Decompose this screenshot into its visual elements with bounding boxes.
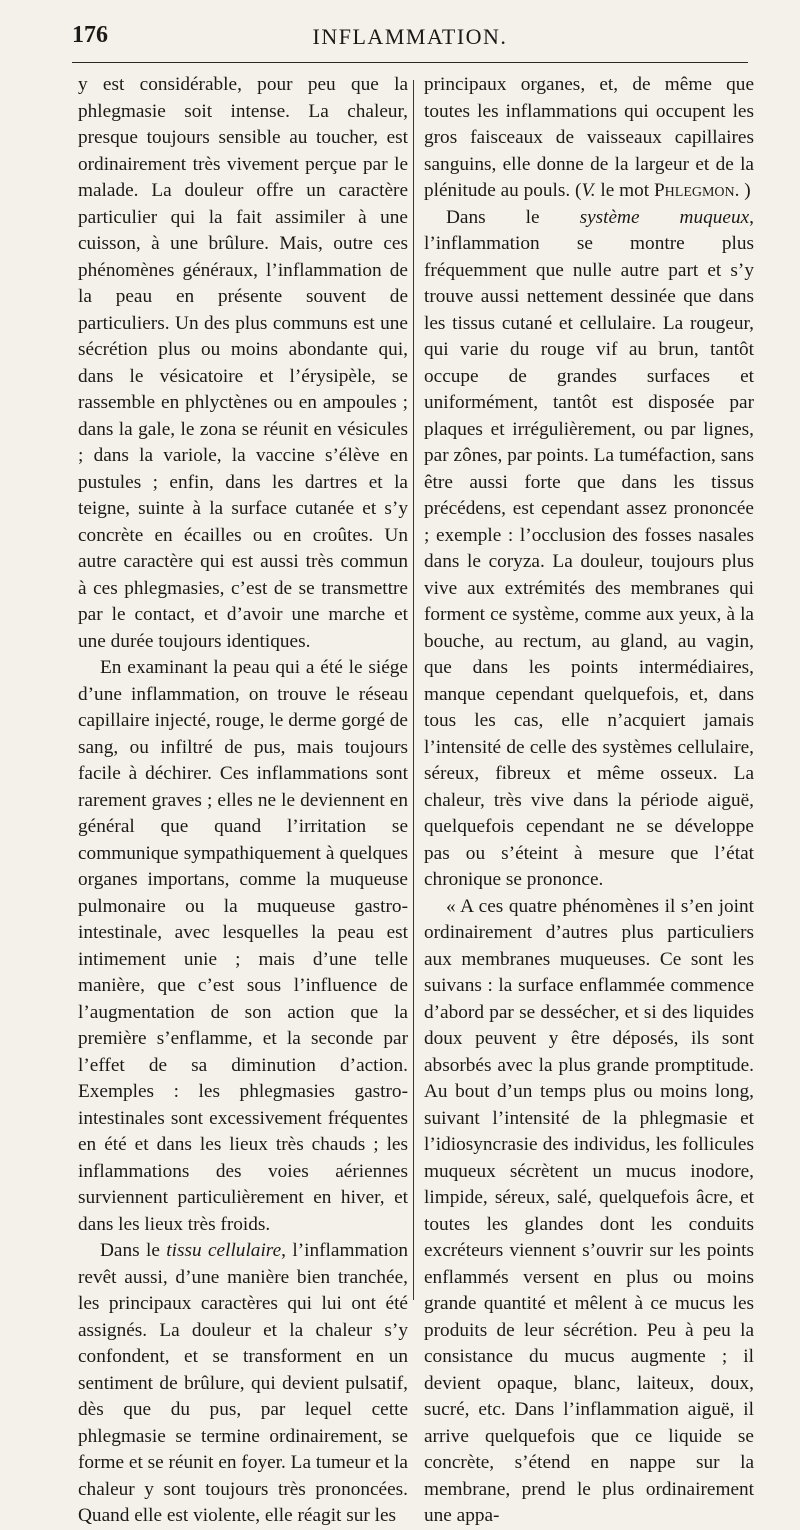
running-title: INFLAMMATION.: [312, 24, 508, 49]
text-run: ): [739, 180, 751, 201]
paragraph-skin-examination: En examinant la peau qui a été le siége d’une inflammation, on trouve le réseau capillaire injecté, rouge, le derme gorgé de sang, ou infiltré de pus, mais toujours facile à déchirer. Ces inflammations sont rarement graves ; elles ne le deviennent en général que quand l’irritation se communique sympathiquement à quelques organes importans, comme la muqueuse pulmonaire ou la muqueuse gastro-intestinale, avec lesquelles la peau est intimement unie ; mais d’une telle manière, que c’est sous l’influence de l’augmentation de son action que la première s’enflamme, et la seconde par l’effet de sa diminution d’action. Exemples : les phlegmasies gastro-intestinales sont excessivement fréquentes en été et dans les lieux très chauds ; les inflammations des voies aériennes surviennent particulièrement en hiver, et dans les lieux très froids.: [78, 657, 408, 1235]
text-run: le mot: [595, 180, 654, 201]
text-run: , l’inflammation revêt aussi, d’une manière bien tranchée, les principaux caractères qui lui ont été assignés. La douleur et la chaleur s’y confondent, et se transforment en un sentiment de brûlure, qui devient pulsatif, dès que du pus, par lequel cette phlegmasie se termine ordinairement, se forme et se réunit en foyer. La tumeur et la chaleur y sont toujours très prononcées. Quand elle est violente, elle réagit sur les: [78, 1240, 408, 1526]
running-header: [72, 22, 748, 63]
paragraph-mucous-system: [424, 205, 754, 894]
text-run: , l’inflammation se montre plus fréquemment que nulle autre part et s’y trouve aussi nettement dessinée que dans les tissus cutané et cellulaire. La rougeur, qui varie du rouge vif au brun, tantôt occupe de grandes surfaces et uniformément, tantôt est disposée par plaques et irrégulièrement, ou par lignes, par zônes, par points. La tuméfaction, sans être aussi forte que dans les tissus précédens, est cependant assez prononcée ; exemple : l’occlusion des fosses nasales dans le coryza. La douleur, toujours plus vive aux extrémités des membranes qui forment ce système, comme aux yeux, à la bouche, au rectum, au gland, au vagin, que dans les points intermédiaires, manque cependant quelquefois, et, dans tous les cas, elle n’acquiert jamais l’intensité de celle des systèmes cellulaire, séreux, fibreux et même osseux. La chaleur, très vive dans la période aiguë, quelquefois cependant ne se développe pas ou s’éteint à mesure que l’état chronique se prononce.: [424, 206, 754, 890]
column-divider: [413, 80, 414, 1300]
emphasis-tissu-cellulaire: tissu cellulaire: [166, 1240, 282, 1261]
paragraph-skin-inflammation: y est considérable, pour peu que la phlegmasie soit intense. La chaleur, presque toujours sensible au toucher, est ordinairement très vivement perçue par le malade. La douleur offre un caractère particulier qui la fait assimiler à une cuisson, à une brûlure. Mais, outre ces phénomènes généraux, l’inflammation de la peau en présente souvent de particuliers. Un des plus communs est une sécrétion plus ou moins abondante qui, dans le vésicatoire et l’érysipèle, se rassemble en phlyctènes ou en ampoules ; dans la gale, le zona se réunit en vésicules ; dans la variole, la vaccine s’élève en pustules ; enfin, dans les dartres et la teigne, suinte à la surface cutanée et s’y concrète en écailles ou en croûtes. Un autre caractère qui est aussi très commun à ces phlegmasies, c’est de se transmettre par le contact, et d’avoir une marche et une durée toujours identiques.: [78, 74, 408, 652]
text-run: Dans le: [446, 206, 580, 228]
page-number: 176: [72, 22, 108, 48]
left-column: [78, 72, 408, 1530]
text-run: principaux organes, et, de même que toutes les inflammations qui occupent les gros faisceaux de vaisseaux capillaires sanguins, elle donne de la largeur et de la plénitude au pouls. (: [424, 74, 754, 201]
right-column: [424, 72, 754, 1530]
cross-reference-phlegmon: Phlegmon.: [653, 180, 740, 201]
text-run: Dans le: [100, 1240, 167, 1261]
paragraph-pulse: [424, 72, 754, 205]
paragraph-mucous-phenomena: « A ces quatre phénomènes il s’en joint ordinairement d’autres plus particuliers aux membranes muqueuses. Ce sont les suivans : la surface enflammée commence d’abord par se dessécher, et si des liquides doux peuvent y être déposés, ils sont absorbés avec la plus grande promptitude. Au bout d’un temps plus ou moins long, suivant l’intensité de la phlegmasie et l’idiosyncrasie des individus, les follicules muqueux sécrètent un mucus inodore, limpide, séreux, salé, quelquefois âcre, et toutes les glandes dont les conduits excréteurs viennent s’ouvrir sur les points enflammés versent en plus ou moins grande quantité et mêlent à ce mucus les produits de leur sécrétion. Peu à peu la consistance du mucus augmente ; il devient opaque, blanc, laiteux, doux, sucré, etc. Dans l’inflammation aiguë, il arrive quelquefois que ce liquide se concrète, s’étend en nappe sur la membrane, prend le plus ordinairement une appa-: [424, 895, 754, 1526]
emphasis-v: V.: [581, 180, 596, 201]
paragraph-cellular-tissue: [78, 1238, 408, 1530]
emphasis-systeme-muqueux: système muqueux: [579, 206, 750, 228]
